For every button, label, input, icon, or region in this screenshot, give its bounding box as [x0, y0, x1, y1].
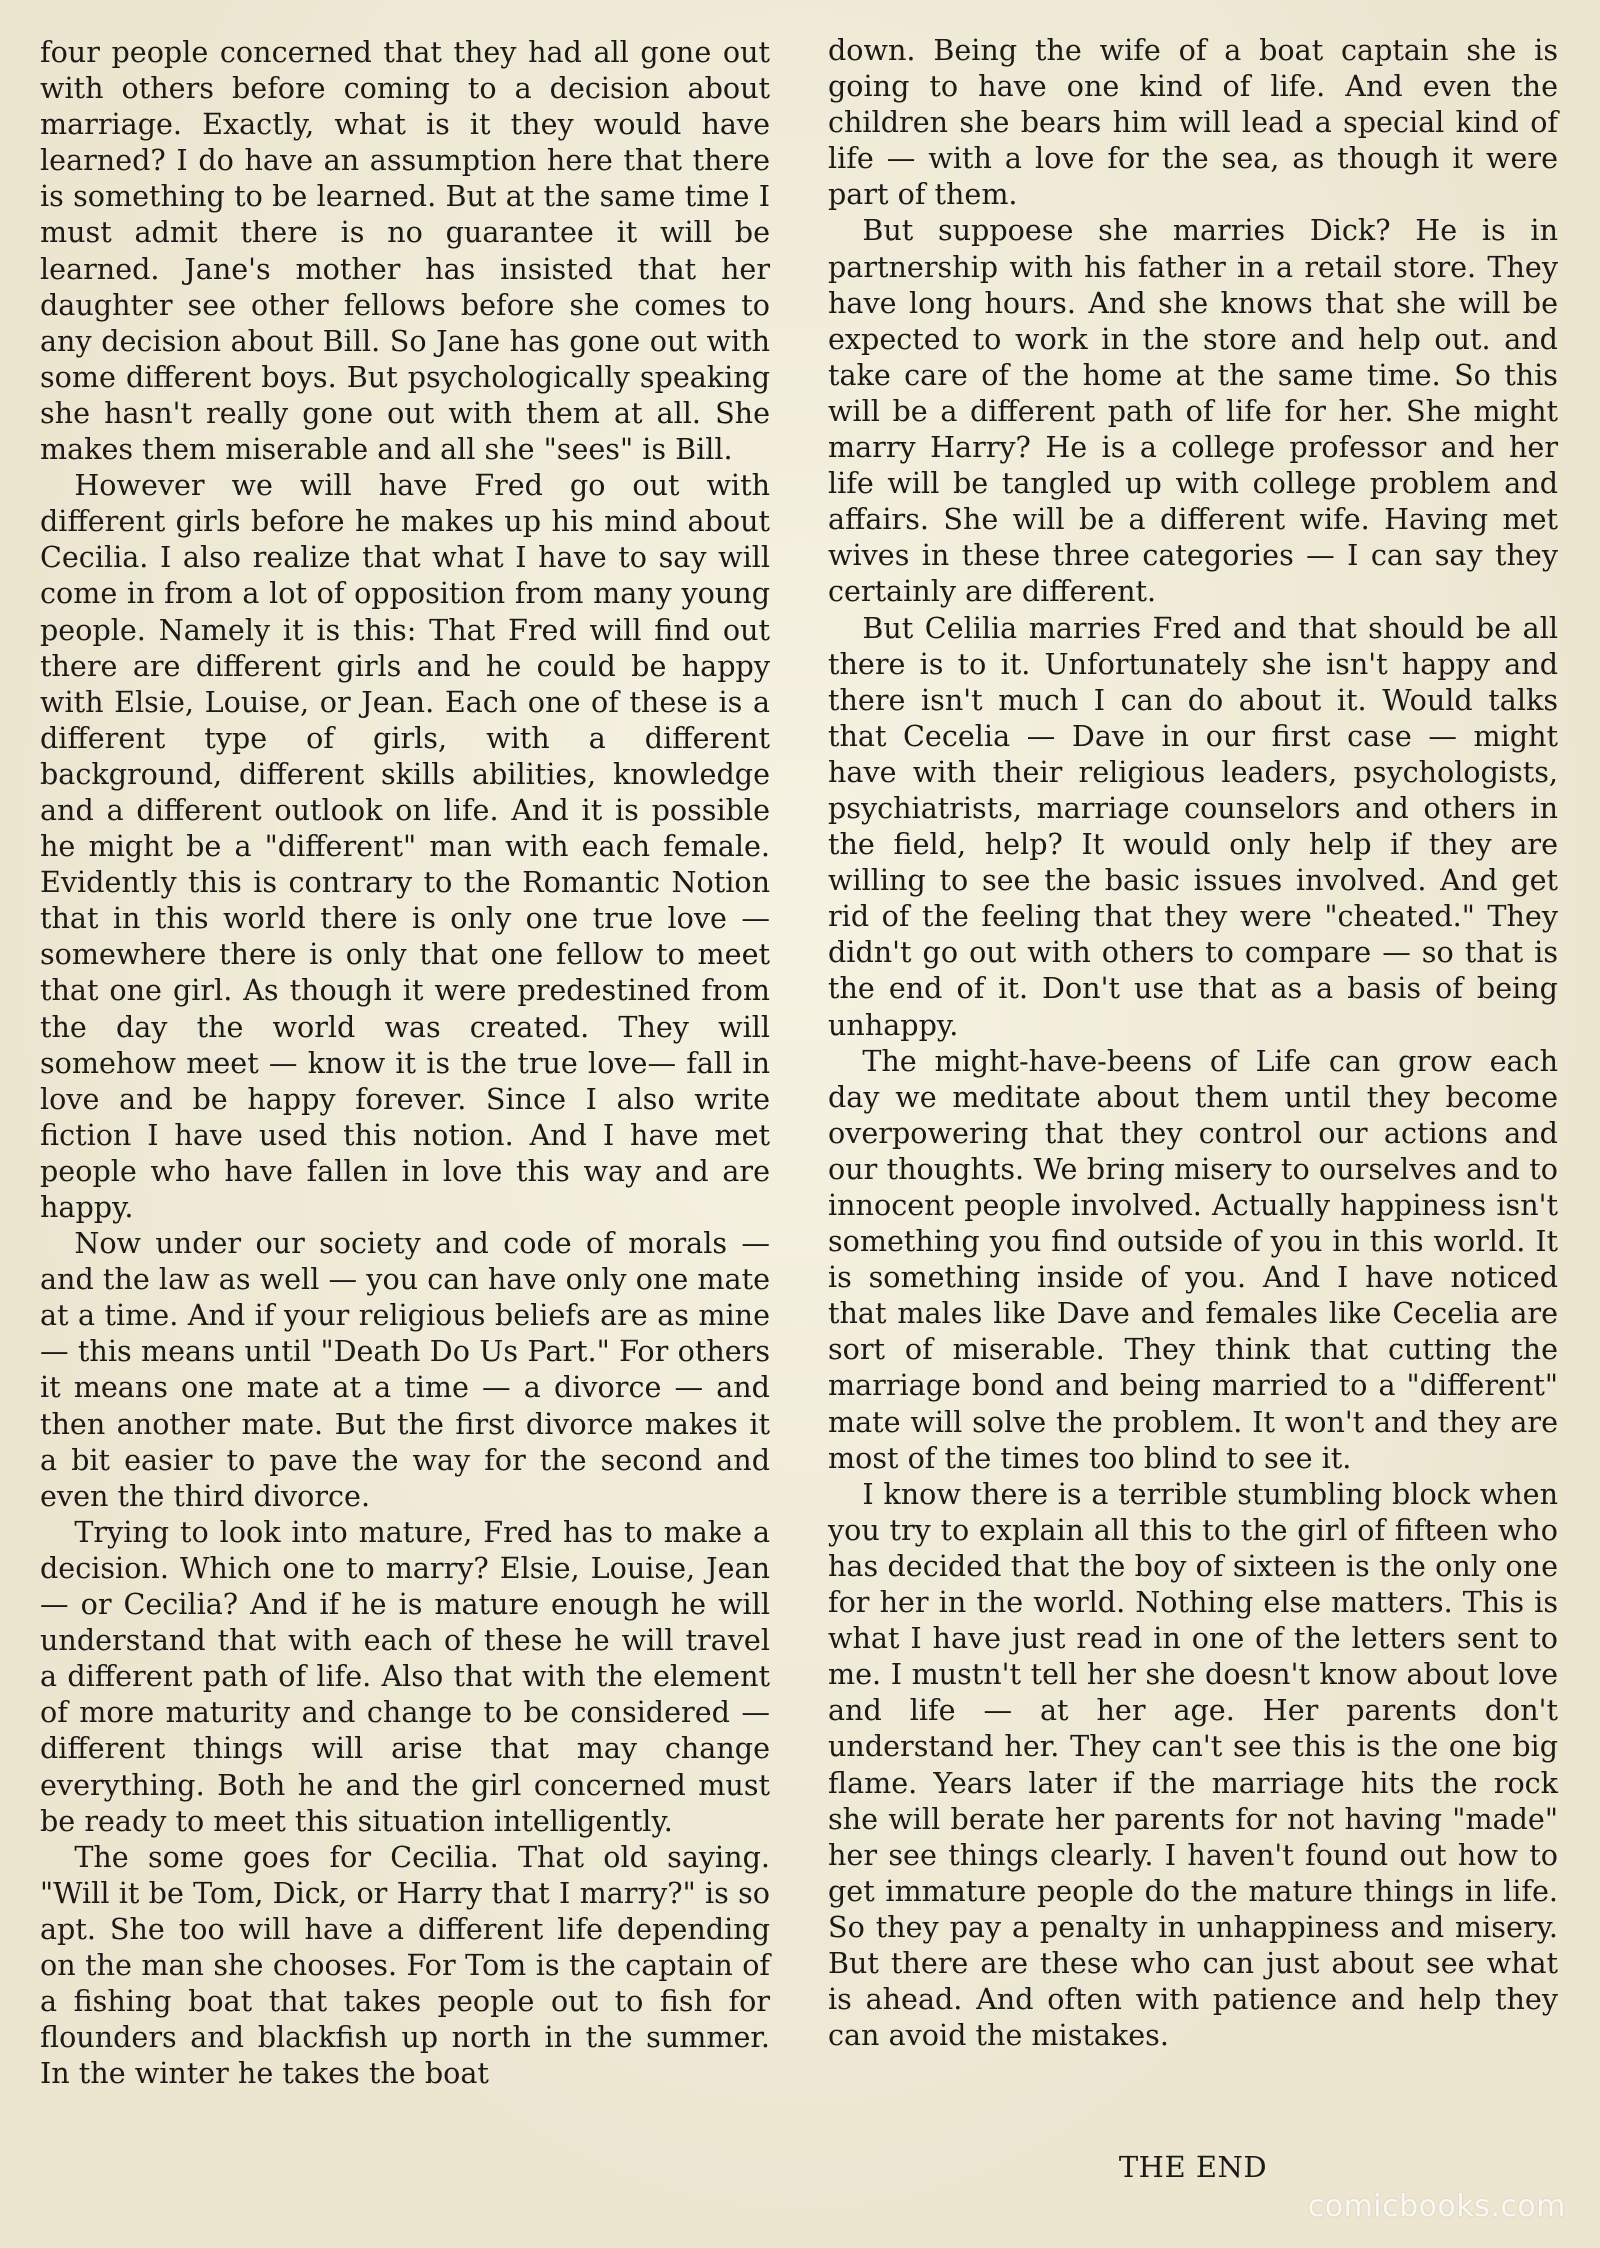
paragraph: But Celilia marries Fred and that should be all there is to it. Unfortunately she isn't happy and there isn't much I can do about it. Would talks that Cecelia — Dave in our first case — might have with their religious leaders, psychologists, psychiatrists, marriage counselors and others in the field, help? It would only help if they are willing to see the basic issues involved. And get rid of the feeling that they were "cheated." They didn't go out with others to compare — so that is the end of it. Don't use that as a basis of being unhappy.: [828, 610, 1558, 1042]
paragraph: But suppoese she marries Dick? He is in partnership with his father in a retail store. They have long hours. And she knows that she will be expected to work in the store and help out. and take care of the home at the same time. So this will be a different path of life for her. She might marry Harry? He is a college professor and her life will be tangled up with college problem and affairs. She will be a different wife. Having met wives in these three categories — I can say they certainly are different.: [828, 213, 1558, 609]
site-watermark: comicbooks.com: [1307, 2189, 1566, 2224]
paragraph: Trying to look into mature, Fred has to make a decision. Which one to marry? Elsie, Louise, Jean — or Cecilia? And if he is mature enough he will understand that with each of these he will travel a different path of life. Also that with the element of more maturity and change to be considered — different things will arise that may change everything. Both he and the girl concerned must be ready to meet this situation intelligently.: [40, 1514, 770, 1838]
paragraph: Now under our society and code of morals — and the law as well — you can have only one mate at a time. And if your religious beliefs are as mine — this means until "Death Do Us Part." For others it means one mate at a time — a divorce — and then another mate. But the first divorce makes it a bit easier to pave the way for the second and even the third divorce.: [40, 1226, 770, 1513]
paragraph: four people concerned that they had all gone out with others before coming to a decision about marriage. Exactly, what is it they would have learned? I do have an assumption here that there is something to be learned. But at the same time I must admit there is no guarantee it will be learned. Jane's mother has insisted that her daughter see other fellows before she comes to any decision about Bill. So Jane has gone out with some different boys. But psychologically speaking she hasn't really gone out with them at all. She makes them miserable and all she "sees" is Bill.: [40, 35, 770, 467]
right-text-column: [828, 32, 1558, 2053]
left-text-column: [40, 34, 770, 2091]
paragraph: The might-have-beens of Life can grow each day we meditate about them until they become overpowering that they control our actions and our thoughts. We bring misery to ourselves and to innocent people involved. Actually happiness isn't something you find outside of you in this world. It is something inside of you. And I have noticed that males like Dave and females like Cecelia are sort of miserable. They think that cutting the marriage bond and being married to a "different" mate will solve the problem. It won't and they are most of the times too blind to see it.: [828, 1043, 1558, 1475]
paragraph: I know there is a terrible stumbling block when you try to explain all this to the girl of fifteen who has decided that the boy of sixteen is the only one for her in the world. Nothing else matters. This is what I have just read in one of the letters sent to me. I mustn't tell her she doesn't know about love and life — at her age. Her parents don't understand her. They can't see this is the one big flame. Years later if the marriage hits the rock she will berate her parents for not having "made" her see things clearly. I haven't found out how to get immature people do the mature things in life. So they pay a penalty in unhappiness and misery. But there are these who can just about see what is ahead. And often with patience and help they can avoid the mistakes.: [828, 1476, 1558, 2053]
story-ending-label: THE END: [1118, 2150, 1268, 2184]
paragraph: down. Being the wife of a boat captain she is going to have one kind of life. And even the children she bears him will lead a special kind of life — with a love for the sea, as though it were part of them.: [828, 33, 1558, 212]
paragraph: However we will have Fred go out with different girls before he makes up his mind about Cecilia. I also realize that what I have to say will come in from a lot of opposition from many young people. Namely it is this: That Fred will find out there are different girls and he could be happy with Elsie, Louise, or Jean. Each one of these is a different type of girls, with a different background, different skills abilities, knowledge and a different outlook on life. And it is possible he might be a "different" man with each female. Evidently this is contrary to the Romantic Notion that in this world there is only one true love — somewhere there is only that one fellow to meet that one girl. As though it were predestined from the day the world was created. They will somehow meet — know it is the true love— fall in love and be happy forever. Since I also write fiction I have used this notion. And I have met people who have fallen in love this way and are happy.: [40, 468, 770, 1224]
paragraph: The some goes for Cecilia. That old saying. "Will it be Tom, Dick, or Harry that I marry?" is so apt. She too will have a different life depending on the man she chooses. For Tom is the captain of a fishing boat that takes people out to fish for flounders and blackfish up north in the summer. In the winter he takes the boat: [40, 1839, 770, 2091]
